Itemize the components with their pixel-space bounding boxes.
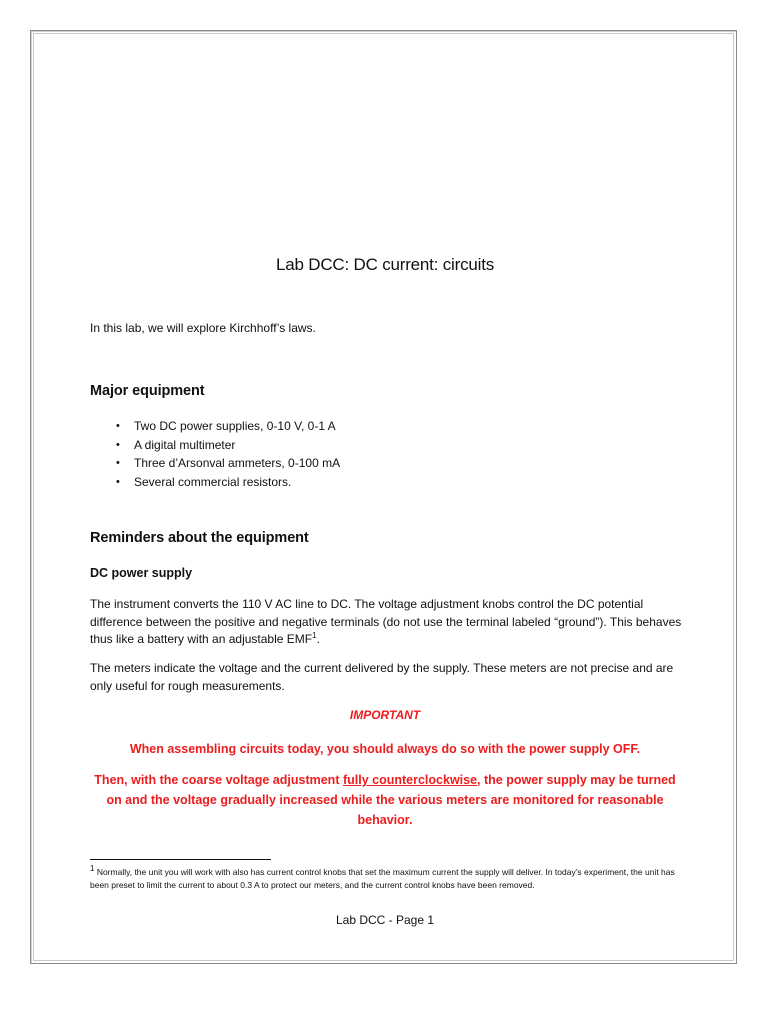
bullet-icon: • [116, 457, 120, 469]
footnote-text: Normally, the unit you will work with also has current control knobs that set the maximum current the supply will deliver. In today’s experiment, the unit has been preset to limit the current to about 0.3 A to protect our meters, and the current control knobs have been removed. [90, 867, 675, 890]
list-item-text: Two DC power supplies, 0-10 V, 0-1 A [134, 419, 336, 433]
warning-text-end: , the power supply may be turned on and the voltage gradually increased while the various meters are monitored for reasonable behavior. [106, 773, 676, 827]
warning-power-off: When assembling circuits today, you should always do so with the power supply OFF. [129, 742, 641, 756]
footnote [90, 866, 690, 891]
bullet-icon: • [116, 420, 120, 432]
power-supply-paragraph [90, 596, 685, 649]
list-item [108, 454, 340, 473]
list-item [108, 473, 340, 492]
bullet-icon: • [116, 438, 120, 451]
footnote-marker: 1 [90, 864, 95, 874]
footnote-separator [90, 859, 271, 860]
warning-emphasis: fully counterclockwise [342, 773, 478, 787]
major-equipment-heading: Major equipment [90, 383, 205, 399]
list-item [108, 436, 340, 455]
list-item-text: Several commercial resistors. [134, 474, 292, 489]
warning-text-start: Then, with the coarse voltage adjustment [94, 773, 343, 787]
intro-text: In this lab, we will explore Kirchhoff’s laws. [90, 321, 316, 335]
list-item-text: Three d’Arsonval ammeters, 0-100 mA [134, 456, 341, 470]
document-title: Lab DCC: DC current: circuits [275, 255, 495, 274]
important-label: IMPORTANT [349, 708, 421, 722]
page-footer: Lab DCC - Page 1 [335, 913, 435, 927]
list-item [108, 417, 340, 436]
footnote-reference[interactable]: 1 [312, 631, 317, 640]
warning-voltage-adjustment [90, 770, 680, 830]
bullet-icon: • [116, 475, 120, 488]
paragraph-end: . [316, 632, 320, 646]
paragraph-text: The instrument converts the 110 V AC line to DC. The voltage adjustment knobs control the DC potential difference between the positive and negative terminals (do not use the terminal labeled “ground”). This behaves thus like a battery with an adjustable EMF [90, 597, 682, 646]
reminders-heading: Reminders about the equipment [90, 530, 309, 546]
equipment-list [108, 417, 340, 491]
list-item-text: A digital multimeter [134, 437, 236, 452]
meters-paragraph: The meters indicate the voltage and the current delivered by the supply. These meters are not precise and are only useful for rough measurements. [90, 661, 674, 693]
dc-power-supply-subheading: DC power supply [90, 566, 193, 580]
